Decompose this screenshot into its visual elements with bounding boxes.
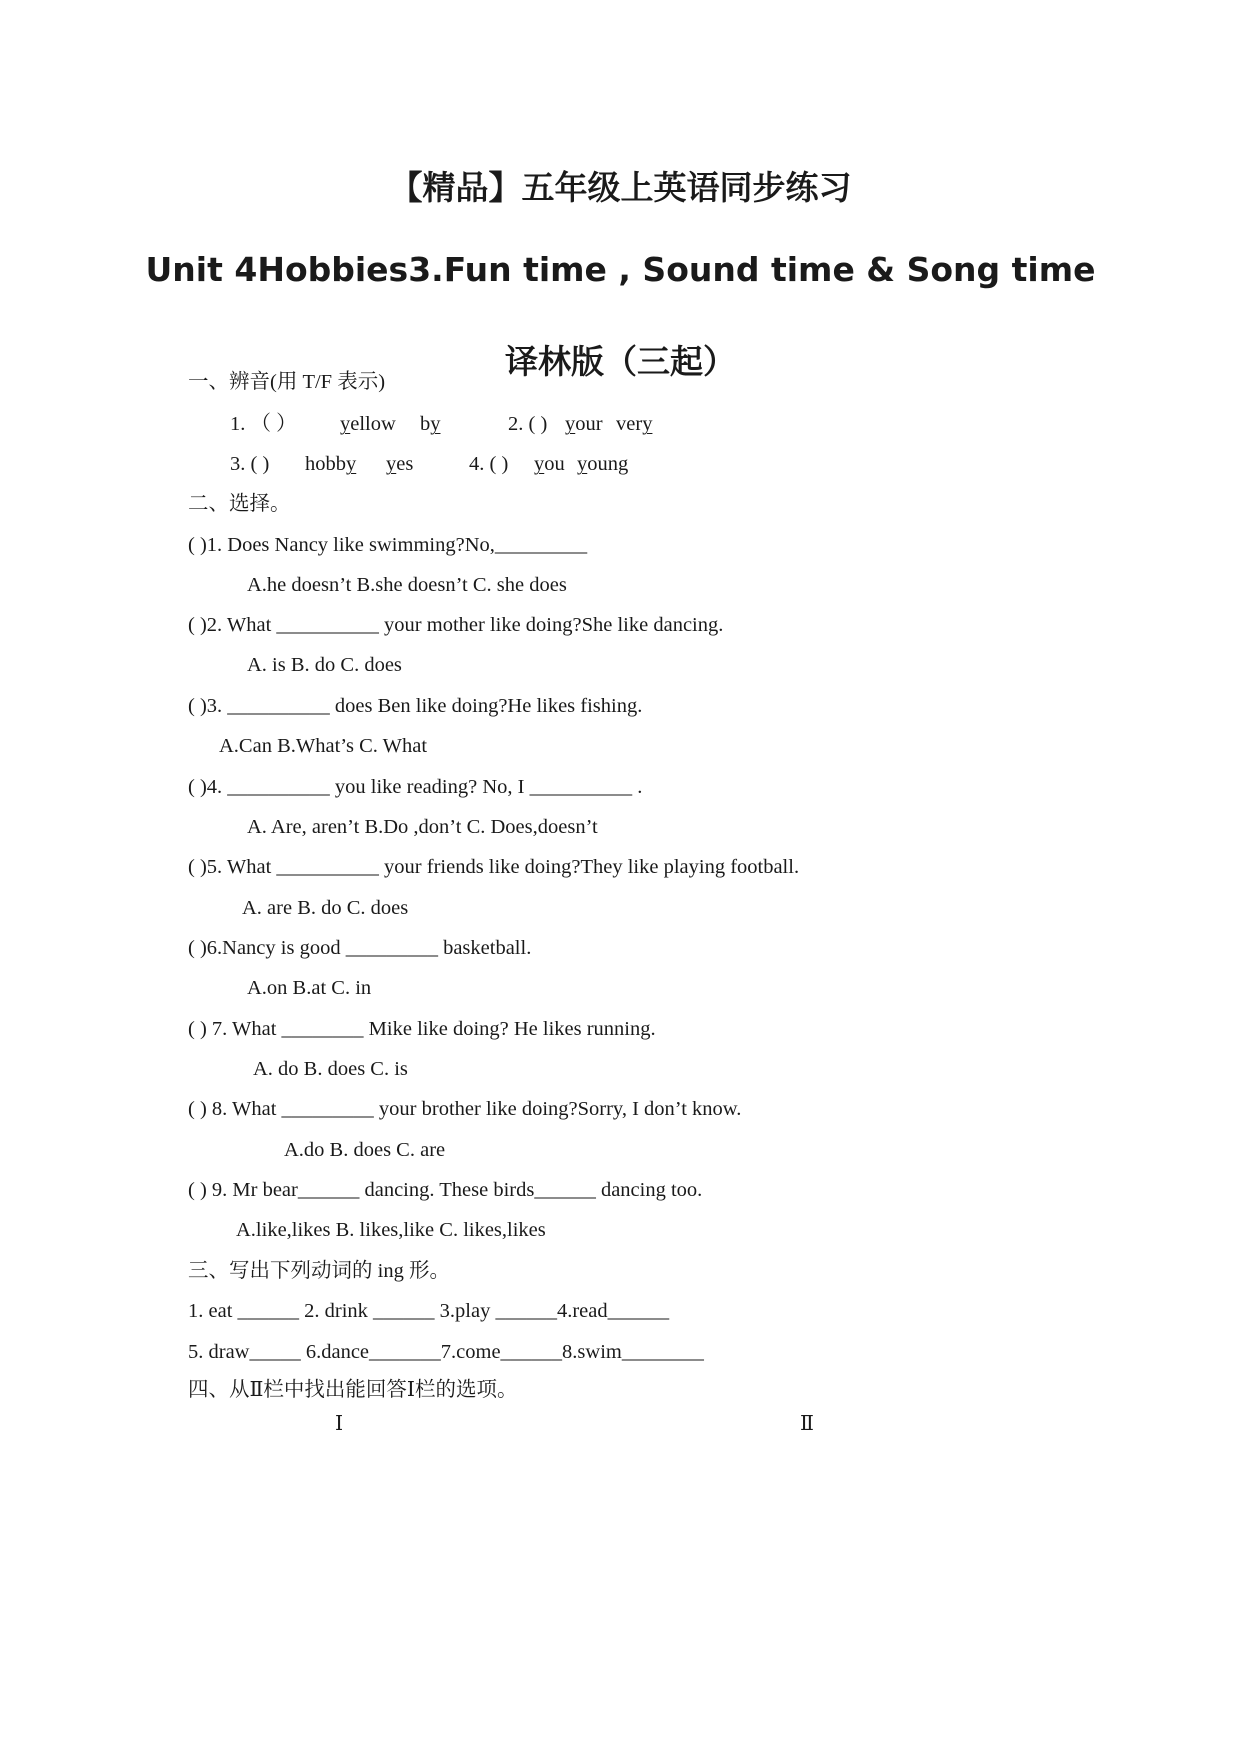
question-text: ( )5. What __________ your friends like doing?They like playing football. — [188, 856, 800, 878]
word: young — [577, 453, 629, 475]
question-text: ( )1. Does Nancy like swimming?No,_________ — [188, 534, 588, 556]
word: yellow — [340, 413, 396, 435]
section3-heading: 三、写出下列动词的 ing 形。 — [188, 1260, 450, 1282]
word: very — [616, 413, 653, 435]
question-text: ( )2. What __________ your mother like doing?She like dancing. — [188, 614, 724, 636]
question-text: ( ) 9. Mr bear______ dancing. These birds______ dancing too. — [188, 1179, 703, 1201]
question-text: ( ) 7. What ________ Mike like doing? He likes running. — [188, 1018, 656, 1040]
question-options: A.Can B.What’s C. What — [219, 735, 428, 757]
question-options: A.on B.at C. in — [247, 977, 372, 999]
item-number: 1. （ ） — [230, 413, 297, 435]
page-subtitle: Unit 4Hobbies3.Fun time , Sound time & Song time — [145, 250, 1096, 289]
question-text: ( )3. __________ does Ben like doing?He likes fishing. — [188, 695, 643, 717]
ing-row: 5. draw_____ 6.dance_______7.come______8.swim________ — [188, 1341, 704, 1363]
word: hobby — [305, 453, 357, 475]
question-text: ( )6.Nancy is good _________ basketball. — [188, 937, 532, 959]
question-text: ( ) 8. What _________ your brother like doing?Sorry, I don’t know. — [188, 1098, 742, 1120]
word: by — [420, 413, 441, 435]
item-number: 2. ( ) — [508, 413, 548, 435]
question-options: A.do B. does C. are — [284, 1139, 446, 1161]
ing-row: 1. eat ______ 2. drink ______ 3.play ______4.read______ — [188, 1300, 670, 1322]
question-options: A. are B. do C. does — [242, 897, 409, 919]
page-title: 【精品】五年级上英语同步练习 — [389, 168, 852, 207]
column-two-header: Ⅱ — [800, 1413, 814, 1435]
question-options: A. is B. do C. does — [247, 654, 402, 676]
question-text: ( )4. __________ you like reading? No, I __________ . — [188, 776, 643, 798]
question-options: A.like,likes B. likes,like C. likes,likes — [236, 1219, 546, 1241]
question-options: A.he doesn’t B.she doesn’t C. she does — [247, 574, 567, 596]
question-options: A. do B. does C. is — [253, 1058, 408, 1080]
item-number: 3. ( ) — [230, 453, 270, 475]
section2-heading: 二、选择。 — [188, 493, 291, 515]
section4-heading: 四、从Ⅱ栏中找出能回答Ⅰ栏的选项。 — [188, 1379, 518, 1401]
column-one-header: Ⅰ — [335, 1413, 344, 1435]
question-options: A. Are, aren’t B.Do ,don’t C. Does,doesn’t — [247, 816, 598, 838]
edition-label: 译林版（三起） — [505, 342, 736, 381]
word: you — [534, 453, 565, 475]
section1-heading: 一、辨音(用 T/F 表示) — [188, 371, 386, 393]
item-number: 4. ( ) — [469, 453, 509, 475]
word: yes — [386, 453, 414, 475]
word: your — [565, 413, 603, 435]
